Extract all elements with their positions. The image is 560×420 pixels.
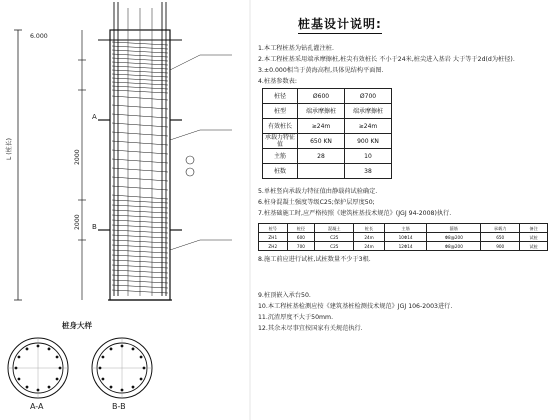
table2-header: 箍筋: [427, 224, 481, 233]
table2-header: 桩号: [259, 224, 288, 233]
section-a-label: A-A: [30, 402, 44, 411]
pile-schedule-table: [258, 223, 548, 251]
table2-header: 备注: [520, 224, 548, 233]
rebar-dot: [140, 356, 143, 359]
note-9: 9.桩顶嵌入承台50.: [258, 292, 311, 299]
table2-cell: 900: [481, 242, 520, 251]
table2-header: 桩长: [354, 224, 385, 233]
note-11: 11.沉渣厚度不大于50mm.: [258, 314, 334, 321]
rebar-dot: [110, 348, 113, 351]
table2-cell: ZH2: [259, 242, 288, 251]
table2-cell: Φ8@200: [427, 233, 481, 242]
rebar-dot: [18, 378, 21, 381]
table2-cell: 试桩: [520, 242, 548, 251]
table1-cell: 10: [345, 149, 392, 164]
table2-cell: 700: [287, 242, 315, 251]
table1-cell: 端承摩擦桩: [345, 104, 392, 119]
note-12: 12.其余未尽事宜按国家有关规范执行.: [258, 325, 363, 332]
section-b-label: B-B: [112, 402, 126, 411]
rebar-dot: [56, 356, 59, 359]
note-3: 3.±0.000相当于黄海高程,具体见结构平面图.: [258, 67, 384, 74]
rebar-dot: [102, 378, 105, 381]
rebar-dot: [48, 386, 51, 389]
rebar-dot: [48, 348, 51, 351]
rebar-dot: [132, 386, 135, 389]
table2-cell: 600: [287, 233, 315, 242]
table2-cell: 10Φ14: [384, 233, 427, 242]
rebar-dot: [143, 367, 146, 370]
rebar-dot: [18, 356, 21, 359]
table1-cell: 承载力特征值: [263, 134, 298, 149]
table2-cell: 12Φ14: [384, 242, 427, 251]
table2-cell: 650: [481, 233, 520, 242]
note-8: 8.施工前应进行试桩,试桩数量不少于3根.: [258, 256, 371, 263]
elevation-label: 6.000: [30, 33, 48, 40]
table1-cell: 桩数: [263, 164, 298, 179]
table2-cell: 24m: [354, 233, 385, 242]
note-6: 6.桩身混凝土强度等级C25;保护层厚度50;: [258, 199, 375, 206]
rebar-dot: [140, 378, 143, 381]
table1-cell: 桩型: [263, 104, 298, 119]
section-b-mark: B: [92, 223, 97, 231]
table1-cell: 主筋: [263, 149, 298, 164]
rebar-dot: [102, 356, 105, 359]
rebar-dot: [121, 389, 124, 392]
rebar-dot: [59, 367, 62, 370]
rebar-dot: [121, 345, 124, 348]
table1-header-1: Ø600: [298, 89, 345, 104]
table1-header-2: Ø700: [345, 89, 392, 104]
page-title: 桩基设计说明:: [298, 15, 382, 34]
table1-cell: 38: [345, 164, 392, 179]
rebar-dot: [56, 378, 59, 381]
dim-2000-a: 2000: [74, 149, 81, 165]
detail-title: 桩身大样: [62, 321, 92, 330]
note-10: 10.本工程桩基检测应按《建筑基桩检测技术规范》JGJ 106-2003进行.: [258, 303, 453, 310]
table1-cell: [298, 164, 345, 179]
table2-cell: C25: [315, 233, 354, 242]
table1-header-0: 桩径: [263, 89, 298, 104]
table1-cell: 端承摩擦桩: [298, 104, 345, 119]
table1-cell: 900 KN: [345, 134, 392, 149]
rebar-dot: [99, 367, 102, 370]
rebar-dot: [37, 345, 40, 348]
rebar-dot: [110, 386, 113, 389]
table1-cell: 650 KN: [298, 134, 345, 149]
rebar-dot: [132, 348, 135, 351]
table1-cell: ≥24m: [298, 119, 345, 134]
dim-total-label: L (桩长): [6, 138, 13, 160]
note-7: 7.桩基础施工时,应严格按照《建筑桩基技术规范》(JGJ 94-2008)执行.: [258, 210, 452, 217]
table2-cell: ZH1: [259, 233, 288, 242]
table2-cell: 24m: [354, 242, 385, 251]
note-1: 1.本工程桩基为钻孔灌注桩.: [258, 45, 334, 52]
table1-cell: 28: [298, 149, 345, 164]
table1-cell: 有效桩长: [263, 119, 298, 134]
table2-header: 主筋: [384, 224, 427, 233]
rebar-dot: [15, 367, 18, 370]
table2-header: 桩径: [287, 224, 315, 233]
note-4: 4.桩基参数表:: [258, 78, 297, 85]
table1-cell: ≥24m: [345, 119, 392, 134]
section-a-mark: A: [92, 113, 97, 121]
table2-header: 混凝土: [315, 224, 354, 233]
table2-cell: 试桩: [520, 233, 548, 242]
table2-cell: Φ8@200: [427, 242, 481, 251]
rebar-dot: [26, 348, 29, 351]
rebar-dot: [26, 386, 29, 389]
table2-cell: C25: [315, 242, 354, 251]
note-2: 2.本工程桩基采用端承摩擦桩,桩尖有效桩长 不小于24米,桩尖进入基岩 大于等于2d(d为桩径).: [258, 56, 515, 63]
rebar-dot: [37, 389, 40, 392]
table2-header: 承载力: [481, 224, 520, 233]
pile-parameter-table: [262, 88, 392, 179]
note-5: 5.单桩竖向承载力特征值由静载荷试验确定.: [258, 188, 378, 195]
dim-2000-b: 2000: [74, 214, 81, 230]
